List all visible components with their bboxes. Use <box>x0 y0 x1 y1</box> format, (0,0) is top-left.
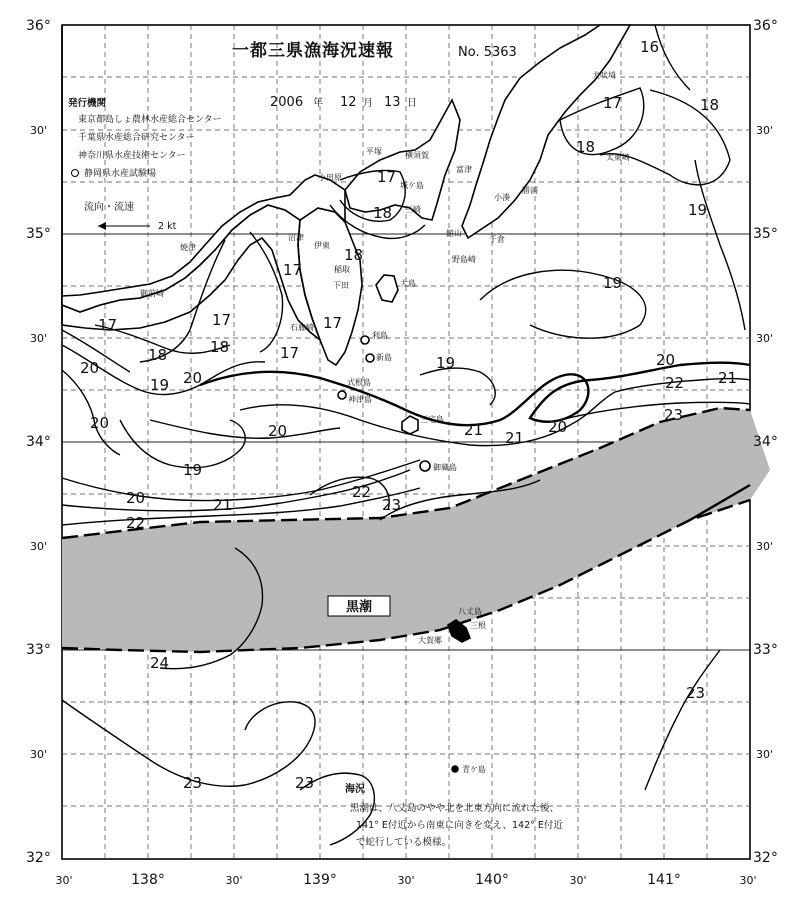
isotherm-label: 23 <box>295 774 315 792</box>
lat-label: 30' <box>30 332 48 345</box>
isotherm-label: 17 <box>212 311 232 329</box>
isotherm-label: 19 <box>150 376 170 394</box>
place-label: 焼津 <box>180 243 196 252</box>
lat-label: 30' <box>30 124 48 137</box>
place-label: 八丈島 <box>458 607 482 616</box>
current-legend-label: 流向・流速 <box>84 202 134 213</box>
isotherm-label: 22 <box>126 514 146 532</box>
lat-label: 34° <box>753 434 778 450</box>
place-label: 下田 <box>333 281 349 290</box>
date-year: 2006 <box>270 95 304 110</box>
place-label: 御前崎 <box>140 289 164 298</box>
kozushima <box>338 391 346 399</box>
lat-label: 30' <box>30 540 48 553</box>
lon-label: 138° <box>131 872 165 888</box>
isotherm-label: 21 <box>464 421 484 439</box>
isotherm-label: 19 <box>603 274 623 292</box>
map-title: 一都三県漁海況速報 <box>232 41 394 61</box>
current-speed: 2 kt <box>158 221 177 232</box>
isotherm-label: 21 <box>505 429 525 447</box>
place-label: 沼津 <box>288 233 304 242</box>
isotherm-label: 21 <box>213 496 233 514</box>
place-label: 大島 <box>400 279 416 288</box>
lat-label: 30' <box>756 332 774 345</box>
isotherm-label: 24 <box>150 654 170 672</box>
isotherm-label: 23 <box>183 774 203 792</box>
place-label: 野島崎 <box>452 255 476 264</box>
place-label: 新島 <box>376 353 392 362</box>
isotherm-label: 20 <box>268 422 288 440</box>
issuers-heading: 発行機関 <box>68 98 107 109</box>
kuroshio-label: 黒潮 <box>345 600 373 615</box>
summary-line: 141° E付近から南東に向きを変え、142° E付近 <box>356 820 563 831</box>
lat-labels-right <box>753 18 778 866</box>
isotherm-label: 19 <box>688 201 708 219</box>
lat-labels-left <box>26 18 51 866</box>
lat-label: 36° <box>26 18 51 34</box>
niijima <box>366 354 374 362</box>
lat-label: 32° <box>26 850 51 866</box>
isotherm-label: 20 <box>90 414 110 432</box>
place-label: 石廊崎 <box>290 323 314 332</box>
isotherm-label: 22 <box>665 374 685 392</box>
place-label: 御蔵島 <box>433 463 457 472</box>
isotherm-label: 18 <box>700 96 720 114</box>
mikurajima <box>420 461 430 471</box>
isotherm-label: 18 <box>344 246 364 264</box>
place-label: 三根 <box>470 621 486 630</box>
date-day-unit: 日 <box>407 98 417 109</box>
isotherm-label: 17 <box>603 94 623 112</box>
summary-line: で蛇行している模様。 <box>356 837 452 848</box>
place-label: 利島 <box>372 331 388 340</box>
date-month: 12 <box>340 95 357 110</box>
isotherm-label: 17 <box>377 168 397 186</box>
place-label: 式根島 <box>347 378 371 387</box>
isotherm-label: 21 <box>718 369 738 387</box>
isotherm-label: 20 <box>126 489 146 507</box>
lon-label: 30' <box>397 874 415 887</box>
place-label: 勝浦 <box>522 186 538 195</box>
isotherm-label: 18 <box>373 204 393 222</box>
isotherm-label: 16 <box>640 38 660 56</box>
place-label: 三宅島 <box>420 415 444 424</box>
summary-line: 黒潮は、八丈島のやや北を北東方向に流れた後、 <box>350 803 560 814</box>
isotherm-label: 23 <box>686 684 706 702</box>
lat-label: 30' <box>756 748 774 761</box>
issue-date <box>270 95 417 110</box>
lon-label: 30' <box>569 874 587 887</box>
issuer-item: 神奈川県水産技術センター <box>78 151 186 161</box>
lat-label: 35° <box>26 226 51 242</box>
place-label: 太東崎 <box>606 153 630 162</box>
place-label: 小湊 <box>494 193 510 202</box>
isotherm-label: 19 <box>183 461 203 479</box>
lat-label: 34° <box>26 434 51 450</box>
isotherm-label: 18 <box>576 138 596 156</box>
lat-label: 32° <box>753 850 778 866</box>
lon-label: 30' <box>55 874 73 887</box>
lat-label: 30' <box>30 748 48 761</box>
lat-label: 30' <box>756 540 774 553</box>
isotherm-label: 23 <box>664 406 684 424</box>
issuer-item: 千葉県水産総合研究センター <box>78 133 195 143</box>
place-label: 犬吠埼 <box>592 71 616 80</box>
lat-label: 33° <box>753 642 778 658</box>
place-label: 神津島 <box>348 395 372 404</box>
isotherm-label: 17 <box>323 314 343 332</box>
isotherm-label: 17 <box>283 261 303 279</box>
isotherm-label: 17 <box>280 344 300 362</box>
place-label: 館山 <box>446 229 462 238</box>
issue-number: No. 5363 <box>458 45 517 60</box>
place-label: 城ケ島 <box>400 181 424 190</box>
lat-label: 30' <box>756 124 774 137</box>
place-label: 伊東 <box>314 241 330 250</box>
place-label: 富津 <box>456 165 472 174</box>
issuer-item: 東京都島しょ農林水産総合センター <box>78 115 222 125</box>
isotherm-label: 23 <box>382 496 402 514</box>
issuer-item: 静岡県水産試験場 <box>84 169 157 179</box>
lat-label: 35° <box>753 226 778 242</box>
place-label: 平塚 <box>366 147 382 156</box>
isotherm-label: 22 <box>352 483 372 501</box>
lon-label: 30' <box>225 874 243 887</box>
aogashima <box>452 766 458 772</box>
place-label: 横須賀 <box>405 151 429 160</box>
lat-label: 36° <box>753 18 778 34</box>
place-label: 千倉 <box>489 235 505 244</box>
place-label: 小田原 <box>318 173 342 182</box>
isotherm-label: 20 <box>80 359 100 377</box>
isotherm-label: 20 <box>548 418 568 436</box>
lat-label: 33° <box>26 642 51 658</box>
isotherm-label: 20 <box>656 351 676 369</box>
isotherm-label: 19 <box>436 354 456 372</box>
lon-label: 141° <box>647 872 681 888</box>
place-label: 青ケ島 <box>462 765 486 774</box>
summary-heading: 海況 <box>345 784 365 795</box>
lon-label: 139° <box>303 872 337 888</box>
place-label: 大賀郷 <box>418 636 442 645</box>
lon-label: 30' <box>739 874 757 887</box>
place-label: 稲取 <box>334 265 350 274</box>
lon-label: 140° <box>475 872 509 888</box>
toshima <box>361 336 369 344</box>
date-year-unit: 年 <box>313 98 323 109</box>
isotherm-label: 20 <box>183 369 203 387</box>
date-month-unit: 月 <box>363 98 373 109</box>
lon-labels <box>55 872 756 888</box>
place-label: 三崎 <box>405 205 421 214</box>
date-day: 13 <box>384 95 401 110</box>
isotherm-label: 18 <box>148 346 168 364</box>
isotherm-label: 17 <box>98 316 118 334</box>
isotherm-label: 18 <box>210 338 230 356</box>
